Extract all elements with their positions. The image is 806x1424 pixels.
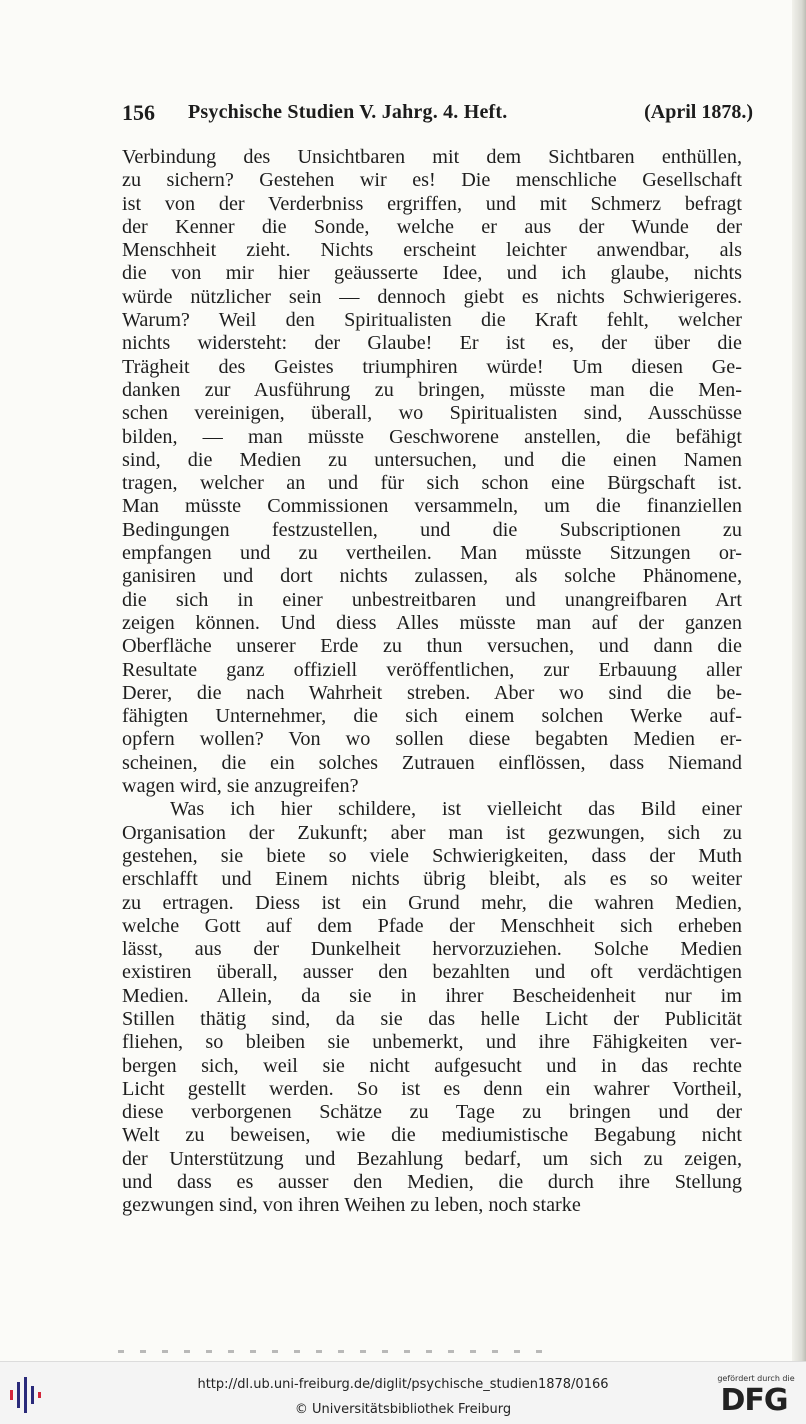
text-line: Man müsste Commissionen versammeln, um die finanziellen — [122, 495, 742, 518]
dfg-caption: gefördert durch die — [717, 1374, 795, 1383]
bottom-scan-marks — [118, 1350, 558, 1353]
text-line: welche Gott auf dem Pfade der Menschheit sich erheben — [122, 914, 742, 937]
text-line: fähigten Unternehmer, die sich einem solchen Werke auf- — [122, 705, 742, 728]
text-line: scheinen, die ein solches Zutrauen einflössen, dass Niemand — [122, 751, 742, 774]
copyright-notice: © Universitätsbibliothek Freiburg — [294, 1402, 512, 1417]
text-line: Resultate ganz offiziell veröffentlichen, zur Erbauung aller — [122, 658, 742, 681]
text-line: erschlafft und Einem nichts übrig bleibt, als es so weiter — [122, 868, 742, 891]
text-line: und dass es ausser den Medien, die durch ihre Stellung — [122, 1171, 742, 1194]
text-line: zu sichern? Gestehen wir es! Die menschliche Gesellschaft — [122, 169, 742, 192]
text-line: wagen wird, sie anzugreifen? — [122, 775, 359, 798]
text-line: die sich in einer unbestreitbaren und unangreifbaren Art — [122, 588, 742, 611]
text-line: fliehen, so bleiben sie unbemerkt, und ihre Fähigkeiten ver- — [122, 1031, 742, 1054]
text-line: opfern wollen? Von wo sollen diese begabten Medien er- — [122, 728, 742, 751]
body-text — [122, 146, 742, 1218]
text-line: Was ich hier schildere, ist vielleicht das Bild einer — [170, 798, 742, 821]
text-line: die von mir hier geäusserte Idee, und ich glaube, nichts — [122, 262, 742, 285]
dfg-logo: DFG — [720, 1383, 788, 1418]
text-line: Bedingungen festzustellen, und die Subscriptionen zu — [122, 518, 742, 541]
text-line: Warum? Weil den Spiritualisten die Kraft fehlt, welcher — [122, 309, 742, 332]
text-line: gestehen, sie biete so viele Schwierigkeiten, dass der Muth — [122, 844, 742, 867]
page-url-link[interactable]: http://dl.ub.uni-freiburg.de/diglit/psychische_studien1878/0166 — [197, 1377, 609, 1392]
text-line: Derer, die nach Wahrheit streben. Aber wo sind die be- — [122, 681, 742, 704]
text-line: existiren überall, ausser den bezahlten und oft verdächtigen — [122, 961, 742, 984]
text-line: Medien. Allein, da sie in ihrer Bescheidenheit nur im — [122, 984, 742, 1007]
text-line: Stillen thätig sind, da sie das helle Licht der Publicität — [122, 1007, 742, 1030]
text-line: Trägheit des Geistes triumphiren würde! Um diesen Ge- — [122, 355, 742, 378]
text-line: bergen sich, weil sie nicht aufgesucht und in das rechte — [122, 1054, 742, 1077]
text-line: sind, die Medien zu untersuchen, und die einen Namen — [122, 448, 742, 471]
text-line: der Kenner die Sonde, welche er aus der Wunde der — [122, 215, 742, 238]
text-line: nichts widersteht: der Glaube! Er ist es, der über die — [122, 332, 742, 355]
text-line: zeigen können. Und diess Alles müsste man auf der ganzen — [122, 611, 742, 634]
running-title: Psychische Studien V. Jahrg. 4. Heft. — [188, 101, 508, 123]
text-line: Verbindung des Unsichtbaren mit dem Sichtbaren enthüllen, — [122, 146, 742, 168]
text-line: zu ertragen. Diess ist ein Grund mehr, die wahren Medien, — [122, 891, 742, 914]
page-number: 156 — [122, 100, 155, 125]
text-line: Menschheit zieht. Nichts erscheint leichter anwendbar, als — [122, 239, 742, 262]
text-line: empfangen und zu vertheilen. Man müsste Sitzungen or- — [122, 542, 742, 565]
text-line: tragen, welcher an und für sich schon eine Bürgschaft ist. — [122, 472, 742, 495]
text-line: würde nützlicher sein — dennoch giebt es nichts Schwierigeres. — [122, 285, 742, 308]
text-line: ist von der Verderbniss ergriffen, und mit Schmerz befragt — [122, 192, 742, 215]
text-line: lässt, aus der Dunkelheit hervorzuziehen. Solche Medien — [122, 938, 742, 961]
text-line: Oberfläche unserer Erde zu thun versuchen, und dann die — [122, 635, 742, 658]
issue-date: (April 1878.) — [644, 101, 753, 123]
text-line: gezwungen sind, von ihren Weihen zu leben, noch starke — [122, 1194, 581, 1217]
text-line: diese verborgenen Schätze zu Tage zu bringen und der — [122, 1101, 742, 1124]
text-line: Welt zu beweisen, wie die mediumistische Begabung nicht — [122, 1124, 742, 1147]
text-line: Licht gestellt werden. So ist es denn ein wahrer Vortheil, — [122, 1077, 742, 1100]
text-line: Organisation der Zukunft; aber man ist gezwungen, sich zu — [122, 821, 742, 844]
text-line: schen vereinigen, überall, wo Spiritualisten sind, Ausschüsse — [122, 402, 742, 425]
text-line: danken zur Ausführung zu bringen, müsste man die Men- — [122, 378, 742, 401]
text-line: ganisiren und dort nichts zulassen, als solche Phänomene, — [122, 565, 742, 588]
text-line: der Unterstützung und Bezahlung bedarf, um sich zu zeigen, — [122, 1147, 742, 1170]
text-line: bilden, — man müsste Geschworene anstellen, die befähigt — [122, 425, 742, 448]
page-edge-shadow — [792, 0, 806, 1361]
